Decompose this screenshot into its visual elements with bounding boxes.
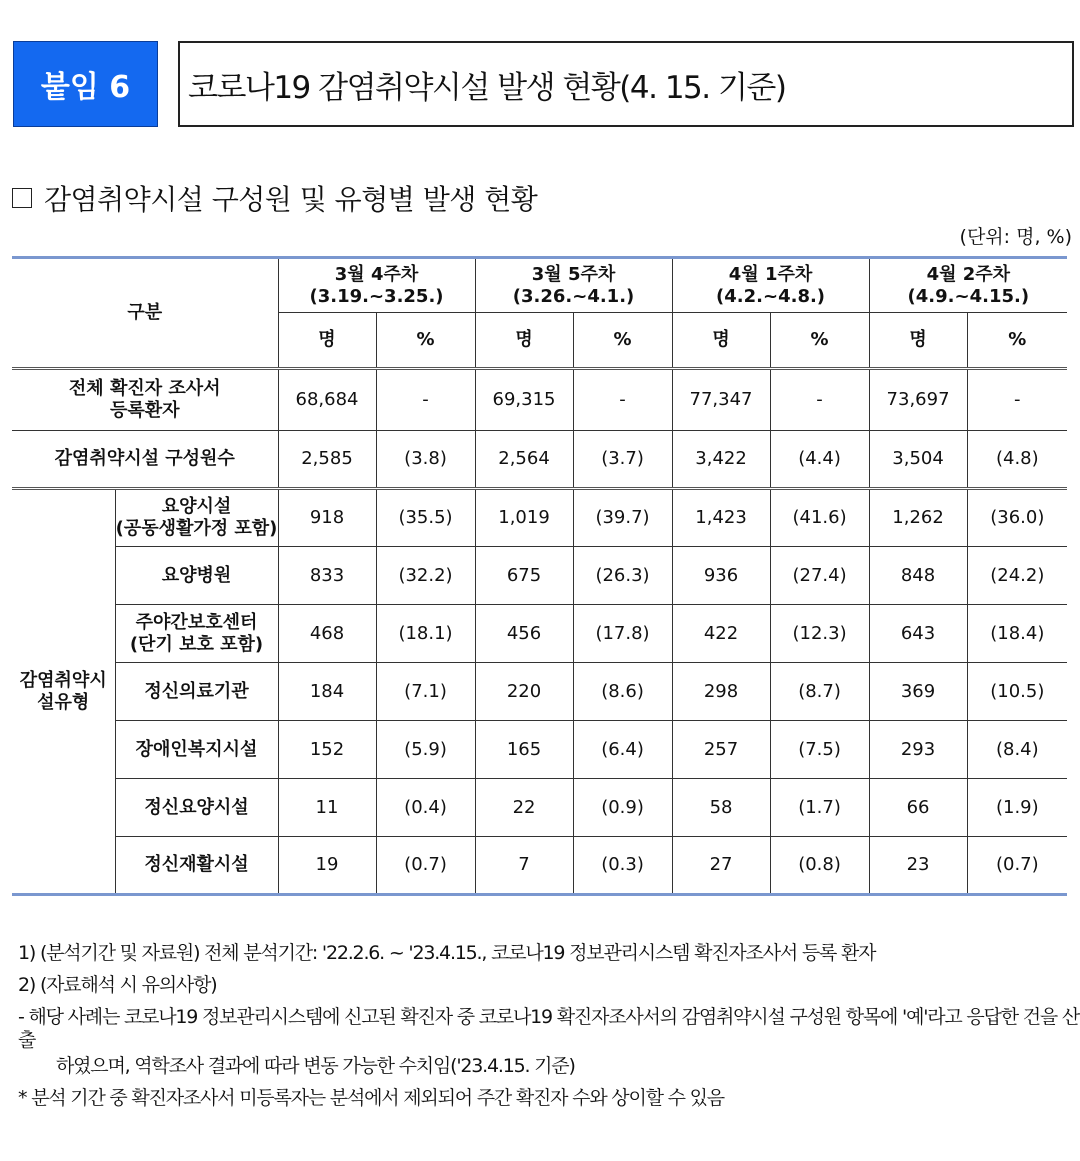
week-header: 3월 5주차 (3.26.~4.1.) bbox=[475, 258, 672, 313]
table-row bbox=[12, 837, 1067, 895]
row-label: 전체 확진자 조사서 등록환자 bbox=[12, 369, 278, 431]
table-row bbox=[12, 663, 1067, 721]
week-header: 4월 1주차 (4.2.~4.8.) bbox=[672, 258, 869, 313]
cell: (6.4) bbox=[573, 721, 672, 779]
row-label: 장애인복지시설 bbox=[115, 721, 278, 779]
section-title: 감염취약시설 구성원 및 유형별 발생 현황 bbox=[44, 183, 538, 216]
cell: (32.2) bbox=[376, 547, 475, 605]
row-label: 감염취약시설 구성원수 bbox=[12, 431, 278, 489]
pct-subheader: % bbox=[967, 313, 1067, 369]
pct-subheader: % bbox=[770, 313, 869, 369]
cell: (26.3) bbox=[573, 547, 672, 605]
footnote: 2) (자료해석 시 유의사항) bbox=[18, 973, 217, 996]
cell: - bbox=[770, 369, 869, 431]
cell: 2,585 bbox=[278, 431, 376, 489]
cell: (27.4) bbox=[770, 547, 869, 605]
cell: (8.6) bbox=[573, 663, 672, 721]
cell: 66 bbox=[869, 779, 967, 837]
cell: - bbox=[376, 369, 475, 431]
cell: (18.4) bbox=[967, 605, 1067, 663]
cell: (7.5) bbox=[770, 721, 869, 779]
cell: 257 bbox=[672, 721, 770, 779]
cell: 1,019 bbox=[475, 489, 573, 547]
cell: (8.4) bbox=[967, 721, 1067, 779]
appendix-badge: 붙임 6 bbox=[13, 41, 158, 127]
count-subheader: 명 bbox=[278, 313, 376, 369]
pct-subheader: % bbox=[376, 313, 475, 369]
row-label: 정신재활시설 bbox=[115, 837, 278, 895]
cell: 19 bbox=[278, 837, 376, 895]
cell: (5.9) bbox=[376, 721, 475, 779]
table-row bbox=[12, 369, 1067, 431]
cell: (0.7) bbox=[376, 837, 475, 895]
footnote: 1) (분석기간 및 자료원) 전체 분석기간: '22.2.6. ~ '23.4.15., 코로나19 정보관리시스템 확진자조사서 등록 환자 bbox=[18, 942, 876, 964]
table-row bbox=[12, 431, 1067, 489]
cell: (0.7) bbox=[967, 837, 1067, 895]
cell: (36.0) bbox=[967, 489, 1067, 547]
table-row bbox=[12, 547, 1067, 605]
cell: 7 bbox=[475, 837, 573, 895]
cell: (0.8) bbox=[770, 837, 869, 895]
cell: (10.5) bbox=[967, 663, 1067, 721]
footnote: * 분석 기간 중 확진자조사서 미등록자는 분석에서 제외되어 주간 확진자 수와 상이할 수 있음 bbox=[18, 1086, 724, 1109]
cell: (0.3) bbox=[573, 837, 672, 895]
table-row bbox=[12, 779, 1067, 837]
cell: 73,697 bbox=[869, 369, 967, 431]
category-header: 구분 bbox=[12, 258, 278, 369]
cell: 11 bbox=[278, 779, 376, 837]
unit-label: (단위: 명, %) bbox=[959, 226, 1072, 248]
checkbox-icon bbox=[12, 188, 32, 208]
row-label: 주야간보호센터 (단기 보호 포함) bbox=[115, 605, 278, 663]
cell: 293 bbox=[869, 721, 967, 779]
cell: 1,423 bbox=[672, 489, 770, 547]
cell: 184 bbox=[278, 663, 376, 721]
cell: (3.7) bbox=[573, 431, 672, 489]
cell: (35.5) bbox=[376, 489, 475, 547]
section-heading bbox=[12, 178, 537, 218]
cell: (24.2) bbox=[967, 547, 1067, 605]
cell: 22 bbox=[475, 779, 573, 837]
table-row bbox=[12, 721, 1067, 779]
cell: 1,262 bbox=[869, 489, 967, 547]
week-header: 3월 4주차 (3.19.~3.25.) bbox=[278, 258, 475, 313]
cell: 298 bbox=[672, 663, 770, 721]
cell: (3.8) bbox=[376, 431, 475, 489]
data-table bbox=[12, 256, 1067, 896]
cell: 936 bbox=[672, 547, 770, 605]
cell: (18.1) bbox=[376, 605, 475, 663]
table-row bbox=[12, 489, 1067, 547]
cell: 643 bbox=[869, 605, 967, 663]
cell: 23 bbox=[869, 837, 967, 895]
cell: 369 bbox=[869, 663, 967, 721]
cell: (0.4) bbox=[376, 779, 475, 837]
footnote: 하였으며, 역학조사 결과에 따라 변동 가능한 수치임('23.4.15. 기준) bbox=[56, 1055, 575, 1077]
cell: 456 bbox=[475, 605, 573, 663]
footnote: - 해당 사례는 코로나19 정보관리시스템에 신고된 확진자 중 코로나19 확진자조사서의 감염취약시설 구성원 항목에 '예'라고 응답한 건을 산출 bbox=[18, 1005, 1080, 1052]
cell: (41.6) bbox=[770, 489, 869, 547]
cell: 3,504 bbox=[869, 431, 967, 489]
cell: (17.8) bbox=[573, 605, 672, 663]
count-subheader: 명 bbox=[672, 313, 770, 369]
cell: (7.1) bbox=[376, 663, 475, 721]
pct-subheader: % bbox=[573, 313, 672, 369]
cell: 69,315 bbox=[475, 369, 573, 431]
row-label: 요양병원 bbox=[115, 547, 278, 605]
cell: - bbox=[573, 369, 672, 431]
group-label: 감염취약시 설유형 bbox=[12, 489, 115, 895]
row-label: 요양시설 (공동생활가정 포함) bbox=[115, 489, 278, 547]
cell: 848 bbox=[869, 547, 967, 605]
cell: 27 bbox=[672, 837, 770, 895]
cell: 77,347 bbox=[672, 369, 770, 431]
cell: (1.7) bbox=[770, 779, 869, 837]
cell: 152 bbox=[278, 721, 376, 779]
cell: (39.7) bbox=[573, 489, 672, 547]
cell: 58 bbox=[672, 779, 770, 837]
cell: 675 bbox=[475, 547, 573, 605]
cell: (8.7) bbox=[770, 663, 869, 721]
cell: 918 bbox=[278, 489, 376, 547]
cell: 833 bbox=[278, 547, 376, 605]
count-subheader: 명 bbox=[475, 313, 573, 369]
cell: 165 bbox=[475, 721, 573, 779]
cell: 2,564 bbox=[475, 431, 573, 489]
week-header: 4월 2주차 (4.9.~4.15.) bbox=[869, 258, 1067, 313]
cell: (4.8) bbox=[967, 431, 1067, 489]
row-label: 정신의료기관 bbox=[115, 663, 278, 721]
cell: (1.9) bbox=[967, 779, 1067, 837]
table-row bbox=[12, 605, 1067, 663]
cell: - bbox=[967, 369, 1067, 431]
count-subheader: 명 bbox=[869, 313, 967, 369]
footnotes bbox=[18, 942, 1080, 1119]
cell: 220 bbox=[475, 663, 573, 721]
cell: (0.9) bbox=[573, 779, 672, 837]
cell: 68,684 bbox=[278, 369, 376, 431]
cell: (12.3) bbox=[770, 605, 869, 663]
cell: (4.4) bbox=[770, 431, 869, 489]
cell: 422 bbox=[672, 605, 770, 663]
row-label: 정신요양시설 bbox=[115, 779, 278, 837]
cell: 3,422 bbox=[672, 431, 770, 489]
cell: 468 bbox=[278, 605, 376, 663]
page-title: 코로나19 감염취약시설 발생 현황(4. 15. 기준) bbox=[178, 41, 1074, 127]
